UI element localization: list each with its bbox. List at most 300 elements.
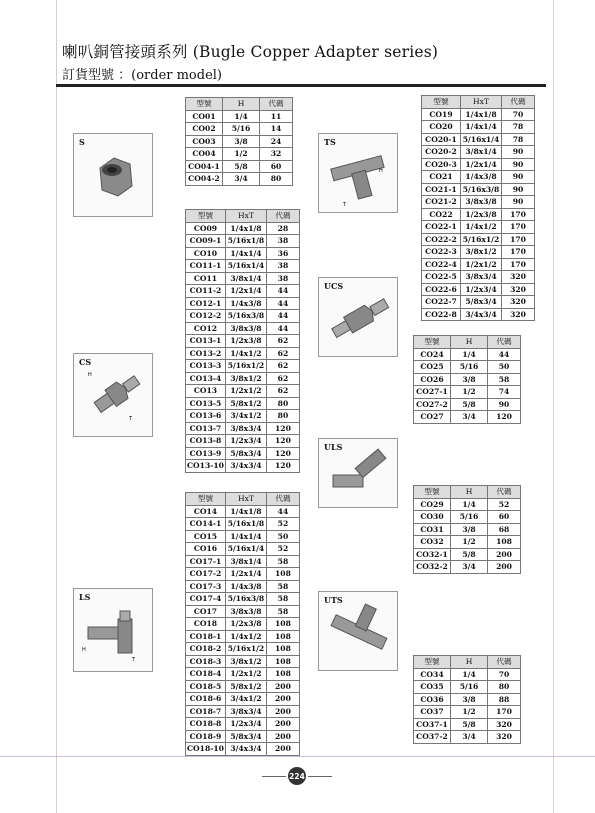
size-cell: 3/8x3/4 bbox=[461, 271, 502, 284]
size-cell: 1/2x3/8 bbox=[225, 618, 266, 631]
model-cell: CO22-4 bbox=[422, 258, 461, 271]
size-cell: 3/8x1/2 bbox=[225, 372, 266, 385]
model-cell: CO13-5 bbox=[186, 397, 226, 410]
model-cell: CO32-1 bbox=[414, 548, 451, 561]
table-row bbox=[186, 422, 300, 435]
code-cell: 24 bbox=[260, 135, 293, 148]
table-row bbox=[422, 258, 535, 271]
model-cell: CO09-1 bbox=[186, 235, 226, 248]
size-cell: 1/4 bbox=[451, 348, 488, 361]
code-cell: 200 bbox=[488, 548, 521, 561]
size-cell: 3/4x1/2 bbox=[225, 410, 266, 423]
size-cell: 3/8x3/4 bbox=[225, 422, 266, 435]
table-row bbox=[186, 372, 300, 385]
table-row bbox=[422, 221, 535, 234]
table-row bbox=[186, 148, 293, 161]
size-cell: 1/4x1/2 bbox=[225, 347, 266, 360]
code-cell: 120 bbox=[266, 447, 299, 460]
table-row bbox=[422, 108, 535, 121]
size-cell: 5/8x3/4 bbox=[225, 447, 266, 460]
model-cell: CO29 bbox=[414, 498, 451, 511]
footer-line-right bbox=[308, 776, 332, 777]
column-header: 代碼 bbox=[266, 493, 299, 506]
model-cell: CO35 bbox=[414, 681, 451, 694]
table-row bbox=[186, 285, 300, 298]
size-cell: 5/8x1/2 bbox=[225, 680, 266, 693]
product-image-ls bbox=[73, 588, 153, 672]
table-row bbox=[186, 705, 300, 718]
size-cell: 5/16 bbox=[451, 511, 488, 524]
model-cell: CO18-9 bbox=[186, 730, 226, 743]
code-cell: 32 bbox=[260, 148, 293, 161]
model-cell: CO37-1 bbox=[414, 718, 451, 731]
code-cell: 108 bbox=[266, 655, 299, 668]
dim-label-t: T bbox=[343, 202, 347, 208]
code-cell: 44 bbox=[266, 310, 299, 323]
model-cell: CO34 bbox=[414, 668, 451, 681]
model-cell: CO18-5 bbox=[186, 680, 226, 693]
size-cell: 5/16x3/8 bbox=[461, 183, 502, 196]
page-title: 喇叭銅管接頭系列 (Bugle Copper Adapter series) bbox=[62, 43, 439, 61]
table-row bbox=[422, 308, 535, 321]
code-cell: 108 bbox=[488, 536, 521, 549]
code-cell: 58 bbox=[266, 605, 299, 618]
union-elbow-illustration bbox=[319, 439, 399, 509]
model-cell: CO18-7 bbox=[186, 705, 226, 718]
image-label-uls: ULS bbox=[324, 442, 343, 452]
code-cell: 320 bbox=[488, 731, 521, 744]
code-cell: 90 bbox=[502, 196, 535, 209]
size-cell: 1/2x3/4 bbox=[225, 435, 266, 448]
code-cell: 320 bbox=[488, 718, 521, 731]
size-cell: 1/4x3/8 bbox=[225, 297, 266, 310]
code-cell: 108 bbox=[266, 668, 299, 681]
size-cell: 3/4 bbox=[451, 411, 488, 424]
size-cell: 1/2 bbox=[223, 148, 260, 161]
table-row bbox=[414, 681, 521, 694]
code-cell: 80 bbox=[488, 681, 521, 694]
table-header-row bbox=[186, 98, 293, 111]
size-cell: 3/8 bbox=[223, 135, 260, 148]
model-cell: CO04-1 bbox=[186, 160, 223, 173]
code-cell: 320 bbox=[502, 283, 535, 296]
spec-table-cs bbox=[185, 209, 300, 473]
code-cell: 50 bbox=[488, 361, 521, 374]
table-row bbox=[414, 523, 521, 536]
column-header: H bbox=[223, 98, 260, 111]
code-cell: 90 bbox=[502, 171, 535, 184]
table-row bbox=[186, 460, 300, 473]
model-cell: CO20-3 bbox=[422, 158, 461, 171]
model-cell: CO13-8 bbox=[186, 435, 226, 448]
model-cell: CO22-7 bbox=[422, 296, 461, 309]
code-cell: 44 bbox=[266, 285, 299, 298]
size-cell: 5/16x3/8 bbox=[225, 593, 266, 606]
model-cell: CO14 bbox=[186, 505, 226, 518]
table-row bbox=[414, 386, 521, 399]
model-cell: CO22-6 bbox=[422, 283, 461, 296]
product-image-ts bbox=[318, 133, 398, 213]
code-cell: 52 bbox=[266, 518, 299, 531]
size-cell: 3/8x1/4 bbox=[225, 272, 266, 285]
table-row bbox=[186, 222, 300, 235]
code-cell: 80 bbox=[266, 397, 299, 410]
model-cell: CO37 bbox=[414, 706, 451, 719]
spec-table-ucs bbox=[413, 335, 521, 424]
table-row bbox=[186, 668, 300, 681]
model-cell: CO01 bbox=[186, 110, 223, 123]
code-cell: 50 bbox=[266, 530, 299, 543]
model-cell: CO13-1 bbox=[186, 335, 226, 348]
size-cell: 1/2 bbox=[451, 386, 488, 399]
code-cell: 120 bbox=[266, 422, 299, 435]
model-cell: CO12-2 bbox=[186, 310, 226, 323]
size-cell: 5/16x3/8 bbox=[225, 310, 266, 323]
model-cell: CO02 bbox=[186, 123, 223, 136]
column-header: 代碼 bbox=[488, 336, 521, 349]
table-row bbox=[186, 347, 300, 360]
table-row bbox=[186, 618, 300, 631]
model-cell: CO30 bbox=[414, 511, 451, 524]
table-row bbox=[422, 271, 535, 284]
model-cell: CO32-2 bbox=[414, 561, 451, 574]
code-cell: 14 bbox=[260, 123, 293, 136]
code-cell: 80 bbox=[266, 410, 299, 423]
model-cell: CO20-2 bbox=[422, 146, 461, 159]
model-cell: CO09 bbox=[186, 222, 226, 235]
model-cell: CO04-2 bbox=[186, 173, 223, 186]
size-cell: 3/4x1/2 bbox=[225, 693, 266, 706]
model-cell: CO12-1 bbox=[186, 297, 226, 310]
code-cell: 170 bbox=[502, 208, 535, 221]
model-cell: CO27 bbox=[414, 411, 451, 424]
dim-label-h: H bbox=[82, 647, 86, 653]
dim-label-h: H bbox=[379, 168, 383, 174]
dim-label-h: H bbox=[88, 372, 92, 378]
model-cell: CO10 bbox=[186, 247, 226, 260]
size-cell: 1/4x1/2 bbox=[461, 221, 502, 234]
size-cell: 5/16 bbox=[451, 681, 488, 694]
model-cell: CO22-2 bbox=[422, 233, 461, 246]
size-cell: 5/16x1/2 bbox=[225, 360, 266, 373]
product-image-ucs bbox=[318, 277, 398, 357]
model-cell: CO20 bbox=[422, 121, 461, 134]
table-row bbox=[186, 397, 300, 410]
size-cell: 1/4x3/8 bbox=[225, 580, 266, 593]
size-cell: 3/8x3/8 bbox=[225, 605, 266, 618]
model-cell: CO17-3 bbox=[186, 580, 226, 593]
table-row bbox=[186, 435, 300, 448]
table-row bbox=[186, 568, 300, 581]
code-cell: 90 bbox=[502, 183, 535, 196]
code-cell: 78 bbox=[502, 133, 535, 146]
table-row bbox=[414, 668, 521, 681]
table-row bbox=[186, 410, 300, 423]
column-header: 型號 bbox=[186, 493, 226, 506]
straight-adapter-illustration bbox=[74, 354, 154, 438]
spec-table-ls bbox=[185, 492, 300, 756]
column-header: HxT bbox=[225, 493, 266, 506]
column-header: H bbox=[451, 486, 488, 499]
code-cell: 170 bbox=[502, 221, 535, 234]
product-image-s bbox=[73, 133, 153, 217]
table-row bbox=[186, 135, 293, 148]
code-cell: 38 bbox=[266, 260, 299, 273]
size-cell: 3/8x1/2 bbox=[225, 655, 266, 668]
table-row bbox=[186, 693, 300, 706]
code-cell: 60 bbox=[488, 511, 521, 524]
size-cell: 1/4 bbox=[451, 498, 488, 511]
code-cell: 90 bbox=[502, 146, 535, 159]
code-cell: 28 bbox=[266, 222, 299, 235]
model-cell: CO27-2 bbox=[414, 398, 451, 411]
table-header-row bbox=[414, 336, 521, 349]
hex-nut-fitting-illustration bbox=[74, 134, 154, 218]
code-cell: 38 bbox=[266, 272, 299, 285]
dim-label-t: T bbox=[129, 416, 133, 422]
column-header: HxT bbox=[461, 96, 502, 109]
table-row bbox=[186, 655, 300, 668]
size-cell: 1/4x1/8 bbox=[461, 108, 502, 121]
image-label-s: S bbox=[79, 137, 85, 147]
size-cell: 1/2 bbox=[451, 706, 488, 719]
size-cell: 1/4 bbox=[451, 668, 488, 681]
table-row bbox=[414, 361, 521, 374]
code-cell: 52 bbox=[488, 498, 521, 511]
model-cell: CO18-8 bbox=[186, 718, 226, 731]
union-tee-illustration bbox=[319, 592, 399, 672]
model-cell: CO37-2 bbox=[414, 731, 451, 744]
code-cell: 80 bbox=[260, 173, 293, 186]
model-cell: CO36 bbox=[414, 693, 451, 706]
size-cell: 1/4 bbox=[223, 110, 260, 123]
size-cell: 1/4x1/8 bbox=[225, 505, 266, 518]
table-row bbox=[414, 511, 521, 524]
size-cell: 1/2x1/2 bbox=[225, 668, 266, 681]
table-row bbox=[414, 398, 521, 411]
table-row bbox=[186, 123, 293, 136]
code-cell: 108 bbox=[266, 568, 299, 581]
table-row bbox=[186, 743, 300, 756]
model-cell: CO13-10 bbox=[187, 461, 224, 471]
code-cell: 120 bbox=[266, 460, 299, 473]
table-row bbox=[422, 283, 535, 296]
code-cell: 170 bbox=[502, 258, 535, 271]
size-cell: 1/2x1/4 bbox=[461, 158, 502, 171]
size-cell: 3/8x1/4 bbox=[225, 555, 266, 568]
size-cell: 5/8 bbox=[223, 160, 260, 173]
size-cell: 5/8 bbox=[451, 398, 488, 411]
code-cell: 52 bbox=[266, 543, 299, 556]
table-header-row bbox=[186, 210, 300, 223]
column-header: 型號 bbox=[186, 210, 226, 223]
table-row bbox=[186, 593, 300, 606]
code-cell: 108 bbox=[266, 618, 299, 631]
table-row bbox=[422, 246, 535, 259]
model-cell: CO17 bbox=[186, 605, 226, 618]
model-cell: CO27-1 bbox=[414, 386, 451, 399]
table-row bbox=[186, 730, 300, 743]
image-label-ts: TS bbox=[324, 137, 336, 147]
code-cell: 320 bbox=[502, 308, 535, 321]
code-cell: 88 bbox=[488, 693, 521, 706]
column-header: 型號 bbox=[414, 656, 451, 669]
code-cell: 44 bbox=[266, 297, 299, 310]
code-cell: 170 bbox=[502, 233, 535, 246]
column-header: 代碼 bbox=[488, 486, 521, 499]
table-header-row bbox=[186, 493, 300, 506]
model-cell: CO04 bbox=[186, 148, 223, 161]
table-row bbox=[186, 360, 300, 373]
code-cell: 62 bbox=[266, 385, 299, 398]
code-cell: 58 bbox=[488, 373, 521, 386]
model-cell: CO26 bbox=[414, 373, 451, 386]
code-cell: 58 bbox=[266, 593, 299, 606]
code-cell: 200 bbox=[488, 561, 521, 574]
code-cell: 62 bbox=[266, 347, 299, 360]
image-label-ucs: UCS bbox=[324, 281, 344, 291]
column-header: H bbox=[451, 656, 488, 669]
table-row bbox=[414, 706, 521, 719]
model-cell: CO14-1 bbox=[186, 518, 226, 531]
table-row bbox=[414, 548, 521, 561]
code-cell: 108 bbox=[266, 643, 299, 656]
product-image-uls bbox=[318, 438, 398, 508]
model-cell: CO19 bbox=[422, 108, 461, 121]
table-row bbox=[422, 121, 535, 134]
size-cell: 5/16 bbox=[223, 123, 260, 136]
size-cell: 1/4x1/4 bbox=[461, 121, 502, 134]
size-cell: 3/8x3/8 bbox=[225, 322, 266, 335]
size-cell: 3/4x3/4 bbox=[461, 308, 502, 321]
table-row bbox=[186, 630, 300, 643]
table-row bbox=[186, 530, 300, 543]
code-cell: 90 bbox=[488, 398, 521, 411]
model-cell: CO18-3 bbox=[186, 655, 226, 668]
table-row bbox=[422, 208, 535, 221]
size-cell: 1/2x3/4 bbox=[461, 283, 502, 296]
model-cell: CO15 bbox=[186, 530, 226, 543]
table-row bbox=[186, 643, 300, 656]
size-cell: 3/8 bbox=[451, 693, 488, 706]
size-cell: 5/16x1/8 bbox=[225, 235, 266, 248]
column-header: 代碼 bbox=[260, 98, 293, 111]
size-cell: 1/2x3/8 bbox=[225, 335, 266, 348]
size-cell: 3/8x1/4 bbox=[461, 146, 502, 159]
image-label-uts: UTS bbox=[324, 595, 343, 605]
column-header: 型號 bbox=[414, 486, 451, 499]
table-row bbox=[186, 173, 293, 186]
model-cell: CO11-1 bbox=[186, 260, 226, 273]
size-cell: 5/16x1/4 bbox=[225, 260, 266, 273]
table-row bbox=[422, 158, 535, 171]
table-row bbox=[186, 555, 300, 568]
model-cell: CO21-2 bbox=[422, 196, 461, 209]
table-row bbox=[414, 373, 521, 386]
model-cell: CO25 bbox=[414, 361, 451, 374]
table-row bbox=[422, 133, 535, 146]
size-cell: 1/4x1/4 bbox=[225, 247, 266, 260]
table-row bbox=[414, 731, 521, 744]
table-row bbox=[186, 385, 300, 398]
code-cell: 108 bbox=[266, 630, 299, 643]
model-cell: CO18 bbox=[186, 618, 226, 631]
code-cell: 170 bbox=[502, 246, 535, 259]
size-cell: 3/8x3/8 bbox=[461, 196, 502, 209]
table-row bbox=[186, 335, 300, 348]
size-cell: 5/16x1/2 bbox=[225, 643, 266, 656]
code-cell: 58 bbox=[266, 580, 299, 593]
model-cell: CO13-2 bbox=[186, 347, 226, 360]
code-cell: 70 bbox=[502, 108, 535, 121]
table-row bbox=[186, 235, 300, 248]
table-row bbox=[186, 718, 300, 731]
size-cell: 5/8 bbox=[451, 548, 488, 561]
model-cell: CO31 bbox=[414, 523, 451, 536]
code-cell: 320 bbox=[502, 296, 535, 309]
model-cell: CO18-10 bbox=[187, 744, 224, 754]
model-cell: CO17-1 bbox=[186, 555, 226, 568]
model-cell: CO22-3 bbox=[422, 246, 461, 259]
table-row bbox=[186, 247, 300, 260]
column-header: H bbox=[451, 336, 488, 349]
size-cell: 1/4x1/2 bbox=[225, 630, 266, 643]
spec-table-s bbox=[185, 97, 293, 186]
model-cell: CO24 bbox=[414, 348, 451, 361]
table-header-row bbox=[414, 486, 521, 499]
model-cell: CO13-6 bbox=[186, 410, 226, 423]
table-row bbox=[186, 505, 300, 518]
model-cell: CO18-6 bbox=[186, 693, 226, 706]
spec-table-uts bbox=[413, 655, 521, 744]
code-cell: 11 bbox=[260, 110, 293, 123]
elbow-adapter-illustration bbox=[74, 589, 154, 673]
size-cell: 1/2x1/4 bbox=[225, 568, 266, 581]
image-label-cs: CS bbox=[79, 357, 92, 367]
header-rule bbox=[56, 84, 546, 87]
size-cell: 5/8x3/4 bbox=[461, 296, 502, 309]
code-cell: 58 bbox=[266, 555, 299, 568]
model-cell: CO13-9 bbox=[186, 447, 226, 460]
model-cell: CO12 bbox=[186, 322, 226, 335]
code-cell: 70 bbox=[488, 668, 521, 681]
model-cell: CO13-3 bbox=[186, 360, 226, 373]
table-row bbox=[186, 272, 300, 285]
model-cell: CO11-2 bbox=[186, 285, 226, 298]
column-header: HxT bbox=[225, 210, 266, 223]
table-row bbox=[414, 411, 521, 424]
table-row bbox=[186, 110, 293, 123]
model-cell: CO17-2 bbox=[186, 568, 226, 581]
code-cell: 68 bbox=[488, 523, 521, 536]
model-cell: CO13-4 bbox=[186, 372, 226, 385]
tee-adapter-illustration bbox=[319, 134, 399, 214]
model-cell: CO16 bbox=[186, 543, 226, 556]
table-row bbox=[186, 580, 300, 593]
product-image-cs bbox=[73, 353, 153, 437]
code-cell: 200 bbox=[266, 730, 299, 743]
table-row bbox=[186, 680, 300, 693]
model-cell: CO18-2 bbox=[186, 643, 226, 656]
column-header: 型號 bbox=[414, 336, 451, 349]
size-cell: 1/4x3/8 bbox=[461, 171, 502, 184]
model-cell: CO22-8 bbox=[422, 308, 461, 321]
size-cell: 1/2x1/2 bbox=[461, 258, 502, 271]
code-cell: 62 bbox=[266, 372, 299, 385]
model-cell: CO22-5 bbox=[422, 271, 461, 284]
table-header-row bbox=[422, 96, 535, 109]
table-row bbox=[422, 233, 535, 246]
